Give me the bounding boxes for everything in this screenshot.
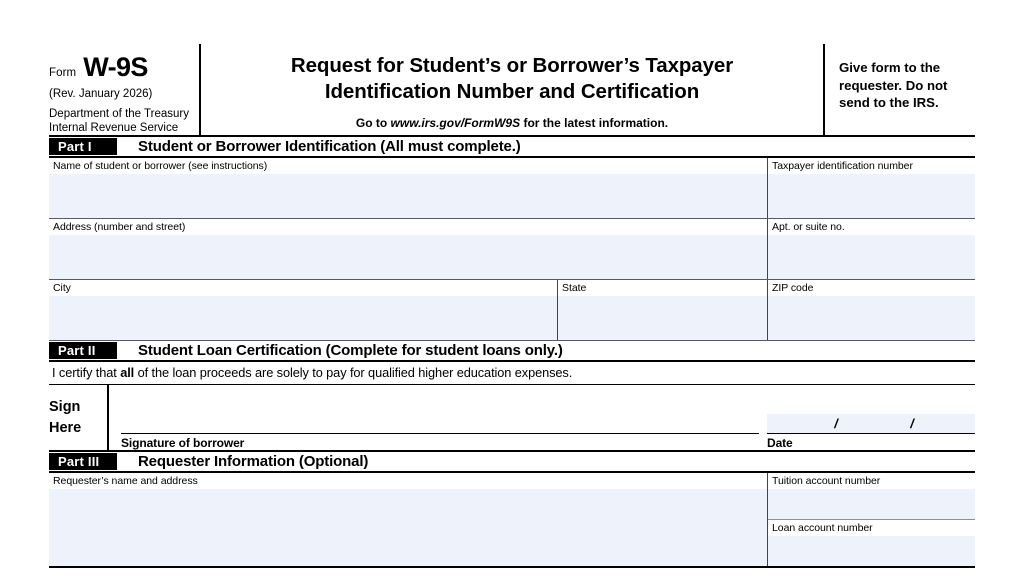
- name-and-tin-row: [49, 158, 975, 219]
- loan-account-label: Loan account number: [768, 520, 975, 536]
- part-1-title: Student or Borrower Identification (All must complete.): [138, 138, 521, 155]
- part-2-banner: [49, 341, 975, 362]
- date-separator-1: /: [829, 414, 843, 433]
- irs-form-w9s: [49, 44, 975, 568]
- city-state-zip-row: [49, 280, 975, 341]
- date-year-input[interactable]: [919, 414, 975, 433]
- irs-website-reference: [211, 116, 813, 130]
- state-field-label: State: [558, 280, 767, 296]
- state-input[interactable]: [558, 296, 767, 340]
- zip-field-label: ZIP code: [768, 280, 975, 296]
- address-and-apt-row: [49, 219, 975, 280]
- department-line-1: Department of the Treasury: [49, 108, 189, 120]
- date-day-input[interactable]: [843, 414, 905, 433]
- date-caption: Date: [767, 436, 793, 450]
- date-month-input[interactable]: [767, 414, 829, 433]
- tin-input[interactable]: [768, 174, 975, 218]
- part-2-title: Student Loan Certification (Complete for student loans only.): [138, 342, 563, 359]
- part-2-badge: Part II: [49, 342, 117, 359]
- form-number-line: [49, 54, 199, 81]
- tuition-account-input[interactable]: [768, 489, 975, 519]
- sign-here-marker: [49, 385, 109, 450]
- requester-field-label: Requester’s name and address: [49, 473, 767, 489]
- city-field-label: City: [49, 280, 557, 296]
- requester-info-row: [49, 473, 975, 568]
- goto-suffix: for the latest information.: [523, 116, 669, 131]
- date-separator-2: /: [905, 414, 919, 433]
- part-3-banner: [49, 452, 975, 473]
- address-input[interactable]: [49, 235, 767, 279]
- form-number: W-9S: [83, 52, 148, 82]
- certification-statement: [49, 362, 975, 385]
- sign-here-line-1: Sign: [49, 399, 81, 415]
- tuition-account-label: Tuition account number: [768, 473, 975, 489]
- signature-and-date-block: [109, 385, 975, 450]
- part-3-title: Requester Information (Optional): [138, 453, 369, 470]
- signature-input[interactable]: [121, 387, 759, 434]
- certification-prefix: I certify that: [52, 365, 121, 380]
- apt-field-cell: [767, 219, 975, 279]
- form-header: [49, 44, 975, 137]
- signature-row: [49, 385, 975, 452]
- state-field-cell: [557, 280, 767, 340]
- tin-field-cell: [767, 158, 975, 218]
- date-input-group: [767, 414, 975, 434]
- form-title-block: [201, 44, 825, 135]
- tin-field-label: Taxpayer identification number: [768, 158, 975, 174]
- name-field-label: Name of student or borrower (see instructions): [49, 158, 767, 174]
- loan-account-input[interactable]: [768, 536, 975, 566]
- page-title-line-1: Request for Student’s or Borrower’s Taxpayer: [290, 54, 734, 77]
- give-form-note: Give form to the requester. Do not send to the IRS.: [839, 60, 948, 111]
- tuition-account-block: [768, 473, 975, 519]
- apt-field-label: Apt. or suite no.: [768, 219, 975, 235]
- city-input[interactable]: [49, 296, 557, 340]
- date-column: [767, 385, 975, 450]
- department-line-2: Internal Revenue Service: [49, 122, 179, 135]
- account-numbers-cell: [767, 473, 975, 566]
- page-title-line-2: Identification Number and Certification: [324, 80, 700, 104]
- part-1-banner: [49, 137, 975, 158]
- form-identity-block: [49, 44, 201, 135]
- name-input[interactable]: [49, 174, 767, 218]
- zip-field-cell: [767, 280, 975, 340]
- loan-account-block: [768, 519, 975, 566]
- address-field-label: Address (number and street): [49, 219, 767, 235]
- signature-column: [109, 385, 767, 450]
- part-3-badge: Part III: [49, 453, 117, 470]
- zip-input[interactable]: [768, 296, 975, 340]
- page-title: [211, 53, 813, 105]
- sign-here-line-2: Here: [49, 419, 82, 436]
- form-word-label: Form: [49, 67, 77, 79]
- issuing-agency: [49, 107, 199, 135]
- apt-input[interactable]: [768, 235, 975, 279]
- irs-url-link[interactable]: www.irs.gov/FormW9S: [390, 116, 521, 131]
- certification-suffix: of the loan proceeds are solely to pay for qualified higher education expenses.: [134, 365, 573, 380]
- requester-input[interactable]: [49, 489, 767, 566]
- part-1-badge: Part I: [49, 138, 117, 155]
- delivery-instruction-block: [825, 44, 975, 135]
- requester-field-cell: [49, 473, 767, 566]
- certification-emphasis: all: [120, 365, 135, 380]
- signature-caption: Signature of borrower: [121, 436, 245, 450]
- city-field-cell: [49, 280, 557, 340]
- goto-prefix: Go to: [355, 116, 388, 131]
- form-revision-date: (Rev. January 2026): [49, 88, 153, 100]
- address-field-cell: [49, 219, 767, 279]
- name-field-cell: [49, 158, 767, 218]
